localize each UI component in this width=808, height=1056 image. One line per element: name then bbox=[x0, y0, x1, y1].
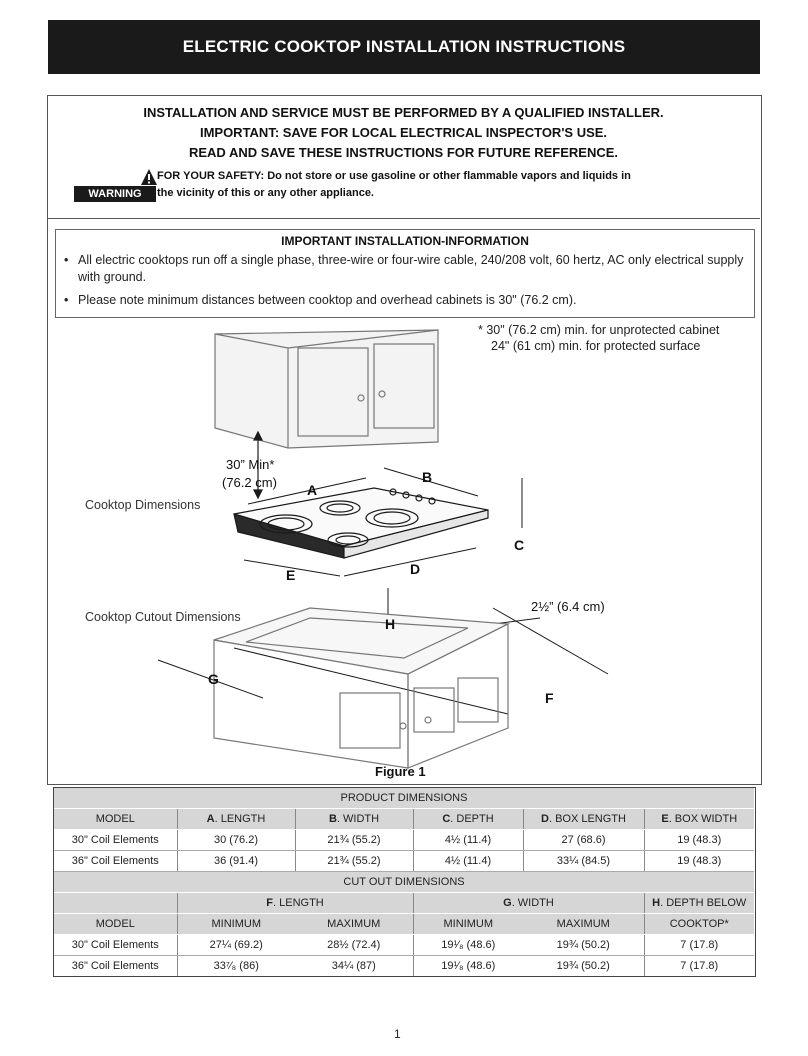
page-number: 1 bbox=[394, 1027, 401, 1041]
warning-triangle-icon bbox=[140, 168, 158, 186]
dimension-b-label: B bbox=[422, 469, 433, 485]
bullet-icon: • bbox=[64, 293, 69, 307]
header-letter-h: H bbox=[652, 897, 661, 909]
column-header-length-max: MAXIMUM bbox=[295, 914, 413, 935]
header-text-length: . LENGTH bbox=[214, 813, 266, 825]
clearance-note-line2: 24" (61 cm) min. for protected surface bbox=[491, 339, 701, 353]
figure-caption: Figure 1 bbox=[375, 764, 426, 779]
table-cell: 36 (91.4) bbox=[177, 851, 295, 872]
clearance-note bbox=[478, 322, 719, 354]
table-cell: 27 (68.6) bbox=[523, 830, 644, 851]
column-header-length bbox=[177, 809, 295, 830]
table-cell: 30 (76.2) bbox=[177, 830, 295, 851]
info-item-electrical: All electric cooktops run off a single phase, three-wire or four-wire cable, 240/208 volt, 60 hertz, AC only electrical supply with ground. bbox=[78, 253, 744, 284]
cutout-dimensions-title: CUT OUT DIMENSIONS bbox=[54, 872, 754, 893]
column-group-depth-below bbox=[644, 893, 754, 914]
table-row bbox=[54, 956, 754, 977]
list-item bbox=[64, 292, 744, 309]
dimension-d-label: D bbox=[410, 561, 421, 577]
table-cell: 19¾ (50.2) bbox=[523, 935, 644, 956]
dimensions-table bbox=[54, 788, 754, 977]
info-item-clearance: Please note minimum distances between cooktop and overhead cabinets is 30" (76.2 cm). bbox=[78, 293, 577, 307]
column-header-model: MODEL bbox=[54, 809, 177, 830]
column-header-width-max: MAXIMUM bbox=[523, 914, 644, 935]
dimension-e-label: E bbox=[286, 567, 296, 583]
header-letter-g: G bbox=[503, 897, 512, 909]
header-text-cutout-width: . WIDTH bbox=[511, 897, 554, 909]
wall-cabinet-illustration bbox=[215, 330, 438, 448]
table-cell: 21¾ (55.2) bbox=[295, 851, 413, 872]
column-header-box-width bbox=[644, 809, 754, 830]
bullet-icon: • bbox=[64, 253, 69, 267]
warning-text-line1: FOR YOUR SAFETY: Do not store or use gasoline or other flammable vapors and liquids in bbox=[157, 170, 631, 182]
column-group-cutout-length bbox=[177, 893, 413, 914]
table-cell: 33¼ (84.5) bbox=[523, 851, 644, 872]
info-list bbox=[64, 252, 744, 315]
header-letter-e: E bbox=[661, 813, 669, 825]
cooktop-dimensions-label: Cooktop Dimensions bbox=[85, 498, 201, 512]
header-text-width: . WIDTH bbox=[336, 813, 380, 825]
table-cell: 34¼ (87) bbox=[295, 956, 413, 977]
product-dimensions-title: PRODUCT DIMENSIONS bbox=[54, 788, 754, 809]
dimension-a-label: A bbox=[307, 482, 318, 498]
table-cell: 4½ (11.4) bbox=[413, 851, 523, 872]
header-text-box-width: . BOX WIDTH bbox=[668, 813, 738, 825]
column-header-length-min: MINIMUM bbox=[177, 914, 295, 935]
header-text-box-length: . BOX LENGTH bbox=[548, 813, 626, 825]
header-letter-b: B bbox=[328, 813, 337, 825]
min-clearance-metric: (76.2 cm) bbox=[222, 475, 277, 490]
table-row bbox=[54, 830, 754, 851]
table-cell: 7 (17.8) bbox=[644, 956, 754, 977]
column-group-cutout-width bbox=[413, 893, 644, 914]
table-cell: 19 (48.3) bbox=[644, 830, 754, 851]
clearance-note-line1: * 30" (76.2 cm) min. for unprotected cabinet bbox=[478, 323, 720, 337]
table-cell: 30" Coil Elements bbox=[54, 830, 177, 851]
column-header-width bbox=[295, 809, 413, 830]
min-clearance-label: 30” Min* bbox=[226, 457, 275, 472]
table-row bbox=[54, 914, 754, 935]
warning-text bbox=[157, 168, 697, 202]
table-cell: 36" Coil Elements bbox=[54, 851, 177, 872]
table-cell: 33⁷⁄₈ (86) bbox=[177, 956, 295, 977]
table-cell: 36" Coil Elements bbox=[54, 956, 177, 977]
table-row bbox=[54, 872, 754, 893]
dimension-c-label: C bbox=[514, 537, 525, 553]
dimension-f-label: F bbox=[545, 690, 554, 706]
table-cell: 21¾ (55.2) bbox=[295, 830, 413, 851]
header-letter-a: A bbox=[206, 813, 215, 825]
list-item bbox=[64, 252, 744, 286]
notice-line-inspector: IMPORTANT: SAVE FOR LOCAL ELECTRICAL INSPECTOR'S USE. bbox=[199, 125, 608, 140]
table-cell: 30" Coil Elements bbox=[54, 935, 177, 956]
table-row bbox=[54, 935, 754, 956]
header-letter-d: D bbox=[541, 813, 549, 825]
countertop-offset-label: 2½” (6.4 cm) bbox=[531, 599, 605, 614]
column-header-depth bbox=[413, 809, 523, 830]
column-header-width-min: MINIMUM bbox=[413, 914, 523, 935]
warning-badge: WARNING bbox=[74, 186, 156, 202]
header-text-cutout-length: . LENGTH bbox=[273, 897, 324, 909]
header-text-depth: . DEPTH bbox=[450, 813, 494, 825]
table-row bbox=[54, 788, 754, 809]
cutout-dimensions-label: Cooktop Cutout Dimensions bbox=[85, 610, 241, 624]
table-cell: 4½ (11.4) bbox=[413, 830, 523, 851]
table-cell: 19¹⁄₈ (48.6) bbox=[413, 956, 523, 977]
table-row bbox=[54, 893, 754, 914]
column-header-cooktop: COOKTOP* bbox=[644, 914, 754, 935]
table-cell bbox=[54, 893, 177, 914]
column-header-box-length bbox=[523, 809, 644, 830]
table-cell: 19¾ (50.2) bbox=[523, 956, 644, 977]
notice-line-installer: INSTALLATION AND SERVICE MUST BE PERFORMED BY A QUALIFIED INSTALLER. bbox=[143, 105, 664, 120]
page-title: ELECTRIC COOKTOP INSTALLATION INSTRUCTIONS bbox=[48, 20, 760, 74]
table-cell: 19¹⁄₈ (48.6) bbox=[413, 935, 523, 956]
warning-text-line2: the vicinity of this or any other appliance. bbox=[157, 187, 374, 199]
cooktop-installation-diagram bbox=[48, 318, 760, 783]
installation-info-box bbox=[55, 229, 755, 318]
table-row bbox=[54, 809, 754, 830]
info-heading: IMPORTANT INSTALLATION-INFORMATION bbox=[281, 234, 529, 248]
notice-line-save: READ AND SAVE THESE INSTRUCTIONS FOR FUTURE REFERENCE. bbox=[188, 145, 619, 160]
base-cabinet-illustration bbox=[214, 608, 508, 768]
header-text-depth-below: . DEPTH BELOW bbox=[660, 897, 747, 909]
column-header-model: MODEL bbox=[54, 914, 177, 935]
table-cell: 19 (48.3) bbox=[644, 851, 754, 872]
table-row bbox=[54, 851, 754, 872]
header-letter-c: C bbox=[442, 813, 451, 825]
table-cell: 27¼ (69.2) bbox=[177, 935, 295, 956]
dimension-h-label: H bbox=[385, 616, 396, 632]
dimension-g-label: G bbox=[208, 671, 219, 687]
table-cell: 28½ (72.4) bbox=[295, 935, 413, 956]
header-letter-f: F bbox=[266, 897, 273, 909]
table-cell: 7 (17.8) bbox=[644, 935, 754, 956]
